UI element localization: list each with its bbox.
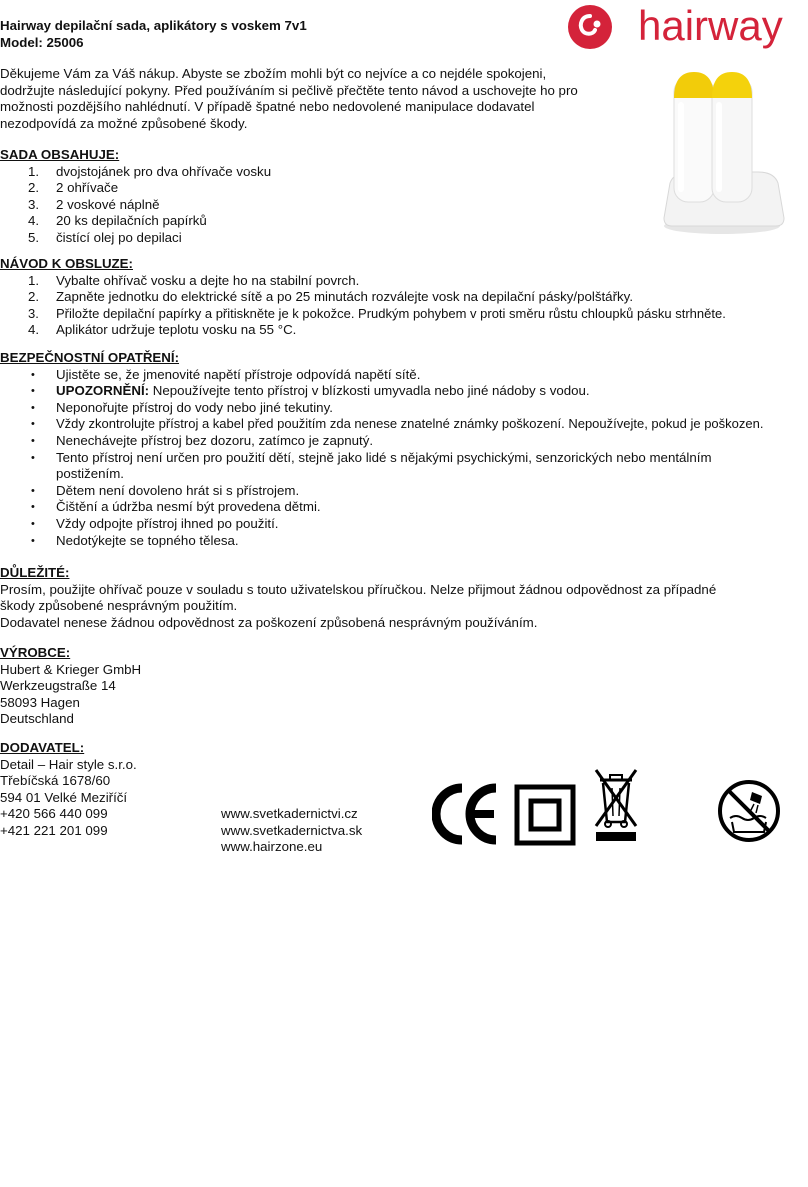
no-water-icon [716,778,782,844]
web-links [221,806,362,856]
intro-paragraph: Děkujeme Vám za Váš nákup. Abyste se zbožím mohli být co nejvíce a co nejdéle spokojeni, dodržujte následující pokyny. Před používáním si pečlivě přečtěte tento návod a uschovejte ho pro možnosti pozdějšího nahlédnutí. V případě špatné nebo nedovolené manipulace dodavatel nezodpovídá za možné způsobené škody. [0,66,578,131]
list-item: 5. čistící olej po depilaci [28,229,182,245]
list-item: • Dětem není dovoleno hrát si s přístrojem. [31,482,300,498]
ce-mark-icon [432,782,502,846]
list-item: 2. 2 ohřívače [28,180,119,196]
phone-number: +420 566 440 099 [0,806,108,822]
dulezite-paragraph-2: Dodavatel nenese žádnou odpovědnost za poškození způsobená nesprávným používáním. [0,614,538,630]
address-line: Werkzeugstraße 14 [0,678,116,694]
list-item: 4. Aplikátor udržuje teplotu vosku na 55 °C. [28,322,297,338]
section-navod [0,256,808,339]
product-title: Hairway depilační sada, aplikátory s voskem 7v1 [0,18,307,33]
weee-bin-icon [592,766,640,842]
bezpecnost-list [0,367,808,550]
list-item: 3. 2 voskové náplně [28,196,160,212]
list-item: • Neponořujte přístroj do vody nebo jiné tekutiny. [31,399,333,415]
dodavatel-heading: DODAVATEL: [0,740,85,755]
list-item: • Vždy zkontrolujte přístroj a kabel před použitím zda nenese znatelné známky poškození. Nepoužívejte, pokud je poškozen. [31,416,764,432]
website-link[interactable]: www.hairzone.eu [221,839,323,855]
list-item: 4. 20 ks depilačních papírků [28,213,207,229]
address-line: 594 01 Velké Meziříčí [0,789,128,805]
list-item: 1. dvojstojánek pro dva ohřívače vosku [28,163,272,179]
section-vyrobce [0,645,141,728]
warning-label: UPOZORNĚNÍ: [56,383,150,399]
address-line: Třebíčská 1678/60 [0,773,111,789]
list-item: 3. Přiložte depilační papírky a přitiskněte je k pokožce. Prudkým pohybem v proti směru růstu chloupků pásku strhněte. [28,305,726,321]
bezpecnost-heading: BEZPEČNOSTNÍ OPATŘENÍ: [0,350,180,365]
navod-list [0,273,808,339]
product-image [660,68,790,243]
list-item: 1. Vybalte ohřívač vosku a dejte ho na stabilní povrch. [28,272,360,288]
double-insulation-icon [514,784,576,846]
dulezite-paragraph-1: Prosím, použijte ohřívač pouze v souladu s touto uživatelskou příručkou. Nelze přijmout žádnou odpovědnost za případné škody způsobené nesprávným použitím. [0,581,717,614]
vyrobce-heading: VÝROBCE: [0,645,71,660]
list-item: • UPOZORNĚNÍ: Nepoužívejte tento přístroj v blízkosti umyvadla nebo jiné nádoby s vodou. [31,383,590,399]
sada-heading: SADA OBSAHUJE: [0,147,120,162]
navod-heading: NÁVOD K OBSLUZE: [0,256,133,271]
section-sada [0,147,271,247]
website-link[interactable]: www.svetkadernictvi.cz [221,806,358,821]
dulezite-heading: DŮLEŽITÉ: [0,565,70,580]
website-link[interactable]: www.svetkadernictva.sk [221,822,363,838]
list-item: • Čištění a údržba nesmí být provedena dětmi. [31,499,321,515]
address-line: Detail – Hair style s.r.o. [0,756,137,772]
model-number: Model: 25006 [0,34,84,50]
sada-list [0,164,271,247]
address-line: 58093 Hagen [0,694,80,710]
phone-number: +421 221 201 099 [0,822,108,838]
hairway-logo [568,2,798,65]
logo-text: hairway [638,2,783,49]
list-item: • Nedotýkejte se topného tělesa. [31,532,239,548]
list-item: 2. Zapněte jednotku do elektrické sítě a po 25 minutách rozválejte vosk na depilační pásky/polštářky. [28,289,634,305]
list-item: • Tento přístroj není určen pro použití dětí, stejně jako lidé s nějakými psychickými, senzorických nebo mentálním postižením. [31,449,712,482]
list-item: • Vždy odpojte přístroj ihned po použití. [31,515,279,531]
list-item: • Ujistěte se, že jmenovité napětí přístroje odpovídá napětí sítě. [31,366,421,382]
address-line: Deutschland [0,711,74,727]
list-item: • Nenechávejte přístroj bez dozoru, zatímco je zapnutý. [31,432,374,448]
address-line: Hubert & Krieger GmbH [0,661,142,677]
section-dulezite [0,565,750,631]
document-header [0,18,307,51]
section-bezpecnost [0,350,808,549]
